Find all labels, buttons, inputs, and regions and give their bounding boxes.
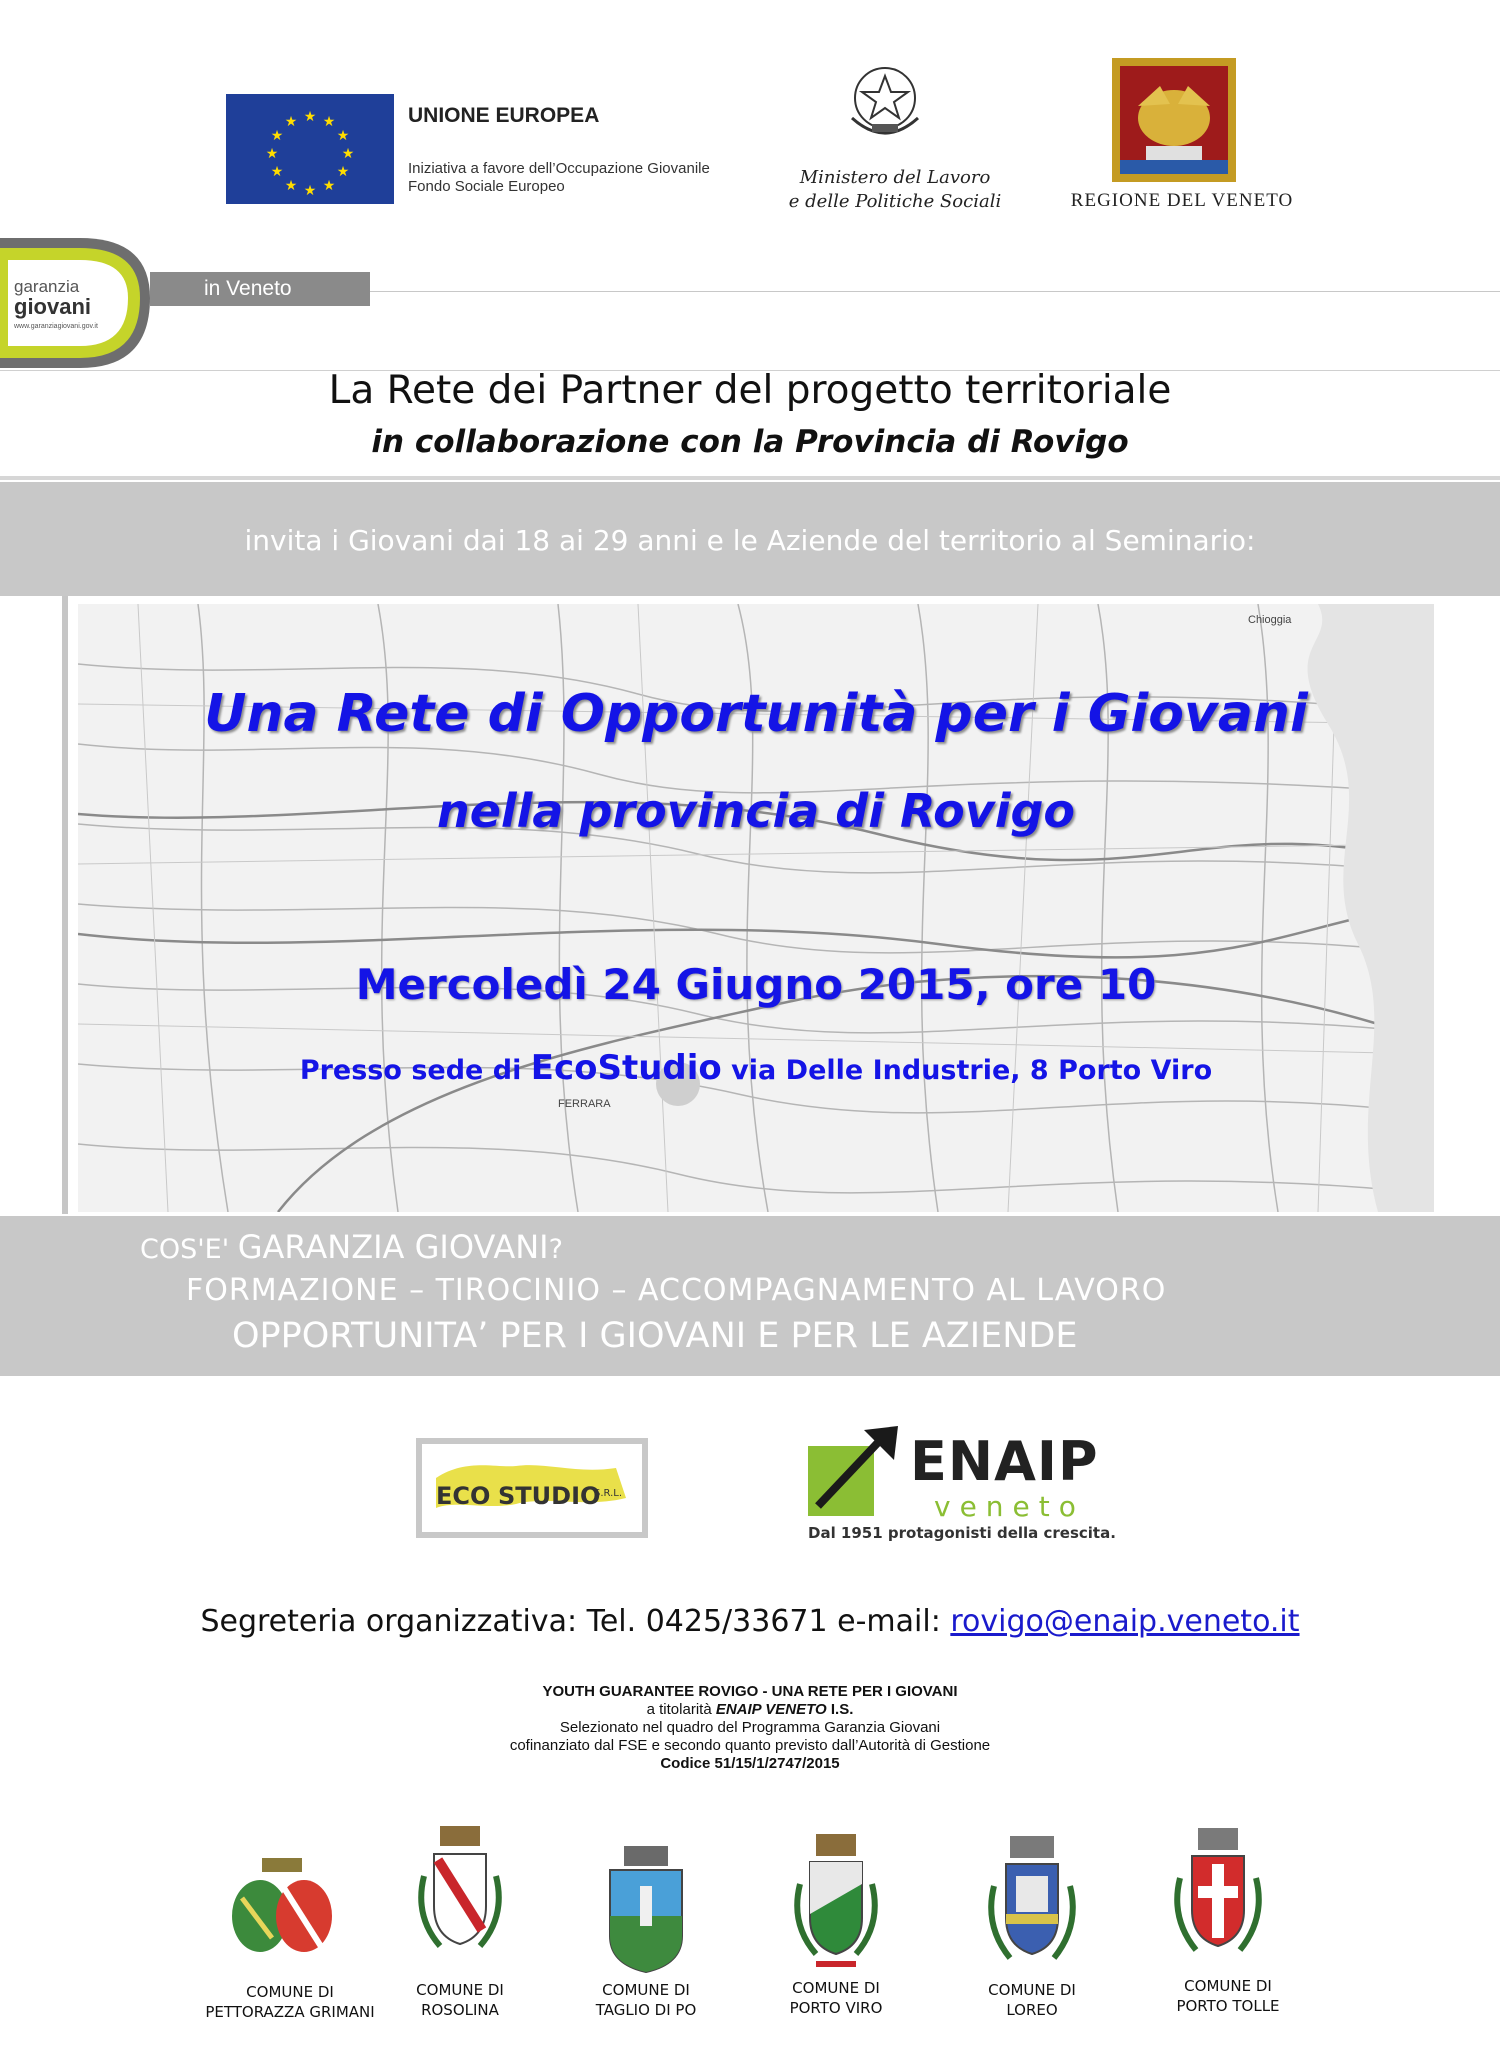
page-subtitle: in collaborazione con la Provincia di Rovigo	[371, 424, 1129, 460]
ecostudio-word2: STUDIO	[498, 1482, 601, 1510]
comune-name: LOREO	[1006, 2001, 1058, 2019]
comune-porto-tolle	[1148, 1976, 1308, 2016]
comune-name: TAGLIO DI PO	[595, 2001, 697, 2019]
ecostudio-suffix: S.R.L.	[594, 1488, 623, 1499]
contact-label: Segreteria organizzativa: Tel. 0425/33671 e-mail:	[200, 1604, 951, 1639]
comune-name: PORTO TOLLE	[1176, 1997, 1280, 2015]
event-location-name: EcoStudio	[530, 1048, 722, 1088]
garanzia-opportunities: OPPORTUNITA’ PER I GIOVANI E PER LE AZIENDE	[232, 1316, 1078, 1356]
fine-print-project: YOUTH GUARANTEE ROVIGO - UNA RETE PER I GIOVANI	[542, 1683, 958, 1700]
comune-name: PORTO VIRO	[789, 1999, 883, 2017]
fine-print-funding: cofinanziato dal FSE e secondo quanto previsto dall’Autorità di Gestione	[509, 1737, 991, 1754]
svg-text:★: ★	[322, 178, 336, 194]
comune-rosolina	[380, 1980, 540, 2020]
invite-text: invita i Giovani dai 18 ai 29 anni e le Aziende del territorio al Seminario:	[244, 524, 1256, 557]
svg-text:★: ★	[270, 128, 284, 144]
divider	[370, 291, 1500, 292]
event-date: Mercoledì 24 Giugno 2015, ore 10	[355, 960, 1157, 1009]
map-label-chioggia: Chioggia	[1248, 614, 1292, 626]
contact-line	[0, 1604, 1500, 1639]
event-title: Una Rete di Opportunità per i Giovani	[204, 684, 1308, 744]
taglio-di-po-crest-icon	[596, 1846, 696, 1976]
enaip-arrow-icon	[808, 1420, 904, 1516]
comune-pettorazza-grimani	[190, 1982, 390, 2022]
region-label: in Veneto	[150, 272, 370, 306]
porto-viro-crest-icon	[786, 1834, 886, 1974]
porto-tolle-crest-icon	[1166, 1828, 1270, 1966]
comune-porto-viro	[756, 1978, 916, 2018]
fine-print	[0, 1683, 1500, 1773]
comune-label: COMUNE DI	[602, 1981, 690, 1999]
rosolina-crest-icon	[410, 1826, 510, 1966]
eu-subtitle-line2: Fondo Sociale Europeo	[408, 178, 565, 195]
svg-text:★: ★	[270, 164, 284, 180]
comune-label: COMUNE DI	[792, 1979, 880, 1997]
svg-text:★: ★	[284, 178, 298, 194]
eu-flag-icon	[226, 94, 394, 204]
svg-text:★: ★	[341, 146, 355, 162]
eu-subtitle-line1: Iniziativa a favore dell’Occupazione Giovanile	[408, 160, 710, 177]
comune-label: COMUNE DI	[246, 1983, 334, 2001]
comune-name: PETTORAZZA GRIMANI	[205, 2003, 375, 2021]
ministry-line1: Ministero del Lavoro	[799, 167, 991, 188]
comune-loreo	[952, 1980, 1112, 2020]
fine-print-owner	[0, 1701, 1500, 1719]
event-location	[78, 1048, 1434, 1088]
event-location-address: via Delle Industrie, 8 Porto Viro	[721, 1055, 1213, 1086]
svg-text:★: ★	[284, 114, 298, 130]
eu-title: UNIONE EUROPEA	[408, 104, 600, 127]
fine-print-owner-name: ENAIP VENETO	[715, 1701, 827, 1718]
giovani-word: giovani	[14, 294, 92, 319]
fine-print-owner-suffix: I.S.	[826, 1701, 854, 1718]
svg-text:★: ★	[303, 109, 317, 125]
garanzia-question-prefix: COS'E'	[140, 1234, 238, 1265]
fine-print-code: Codice 51/15/1/2747/2015	[660, 1755, 840, 1772]
italian-republic-emblem-icon	[840, 58, 930, 142]
contact-email-link[interactable]: rovigo@enaip.veneto.it	[950, 1604, 1300, 1639]
loreo-crest-icon	[980, 1836, 1084, 1972]
lion-of-saint-mark-emblem-icon	[1110, 56, 1238, 184]
map-label-ferrara: FERRARA	[558, 1098, 611, 1110]
fine-print-programme: Selezionato nel quadro del Programma Garanzia Giovani	[559, 1719, 941, 1736]
eu-subtitle	[408, 160, 710, 196]
page-title: La Rete dei Partner del progetto territoriale	[328, 368, 1172, 413]
garanzia-question-suffix: ?	[548, 1234, 563, 1265]
comune-label: COMUNE DI	[416, 1981, 504, 1999]
garanzia-word: garanzia	[14, 277, 80, 296]
svg-text:★: ★	[265, 146, 279, 162]
comune-label: COMUNE DI	[988, 1981, 1076, 1999]
fine-print-owner-prefix: a titolarità	[646, 1701, 716, 1718]
svg-text:★: ★	[322, 114, 336, 130]
svg-text:★: ★	[336, 128, 350, 144]
svg-text:★: ★	[303, 183, 317, 199]
ecostudio-word1: ECO	[436, 1482, 491, 1510]
comune-label: COMUNE DI	[1184, 1977, 1272, 1995]
garanzia-giovani-logo	[0, 218, 160, 378]
comune-name: ROSOLINA	[421, 2001, 499, 2019]
garanzia-services: FORMAZIONE – TIROCINIO – ACCOMPAGNAMENTO AL LAVORO	[186, 1273, 1167, 1308]
pettorazza-grimani-crest-icon	[222, 1858, 342, 1968]
garanzia-url: www.garanziagiovani.gov.it	[14, 323, 98, 330]
event-location-prefix: Presso sede di	[299, 1055, 531, 1086]
ecostudio-logo	[416, 1438, 648, 1538]
garanzia-question	[140, 1228, 563, 1266]
enaip-tagline: Dal 1951 protagonisti della crescita.	[808, 1524, 1116, 1542]
comune-taglio-di-po	[566, 1980, 726, 2020]
garanzia-question-main: GARANZIA GIOVANI	[237, 1228, 549, 1266]
enaip-region: veneto	[934, 1490, 1085, 1523]
ministry-line2: e delle Politiche Sociali	[788, 191, 1002, 212]
enaip-name: ENAIP	[910, 1430, 1099, 1493]
ministry-name	[780, 166, 1010, 214]
map-divider	[62, 596, 68, 1214]
svg-text:★: ★	[336, 164, 350, 180]
event-subtitle: nella provincia di Rovigo	[436, 784, 1076, 838]
region-name: REGIONE DEL VENETO	[1070, 190, 1294, 211]
